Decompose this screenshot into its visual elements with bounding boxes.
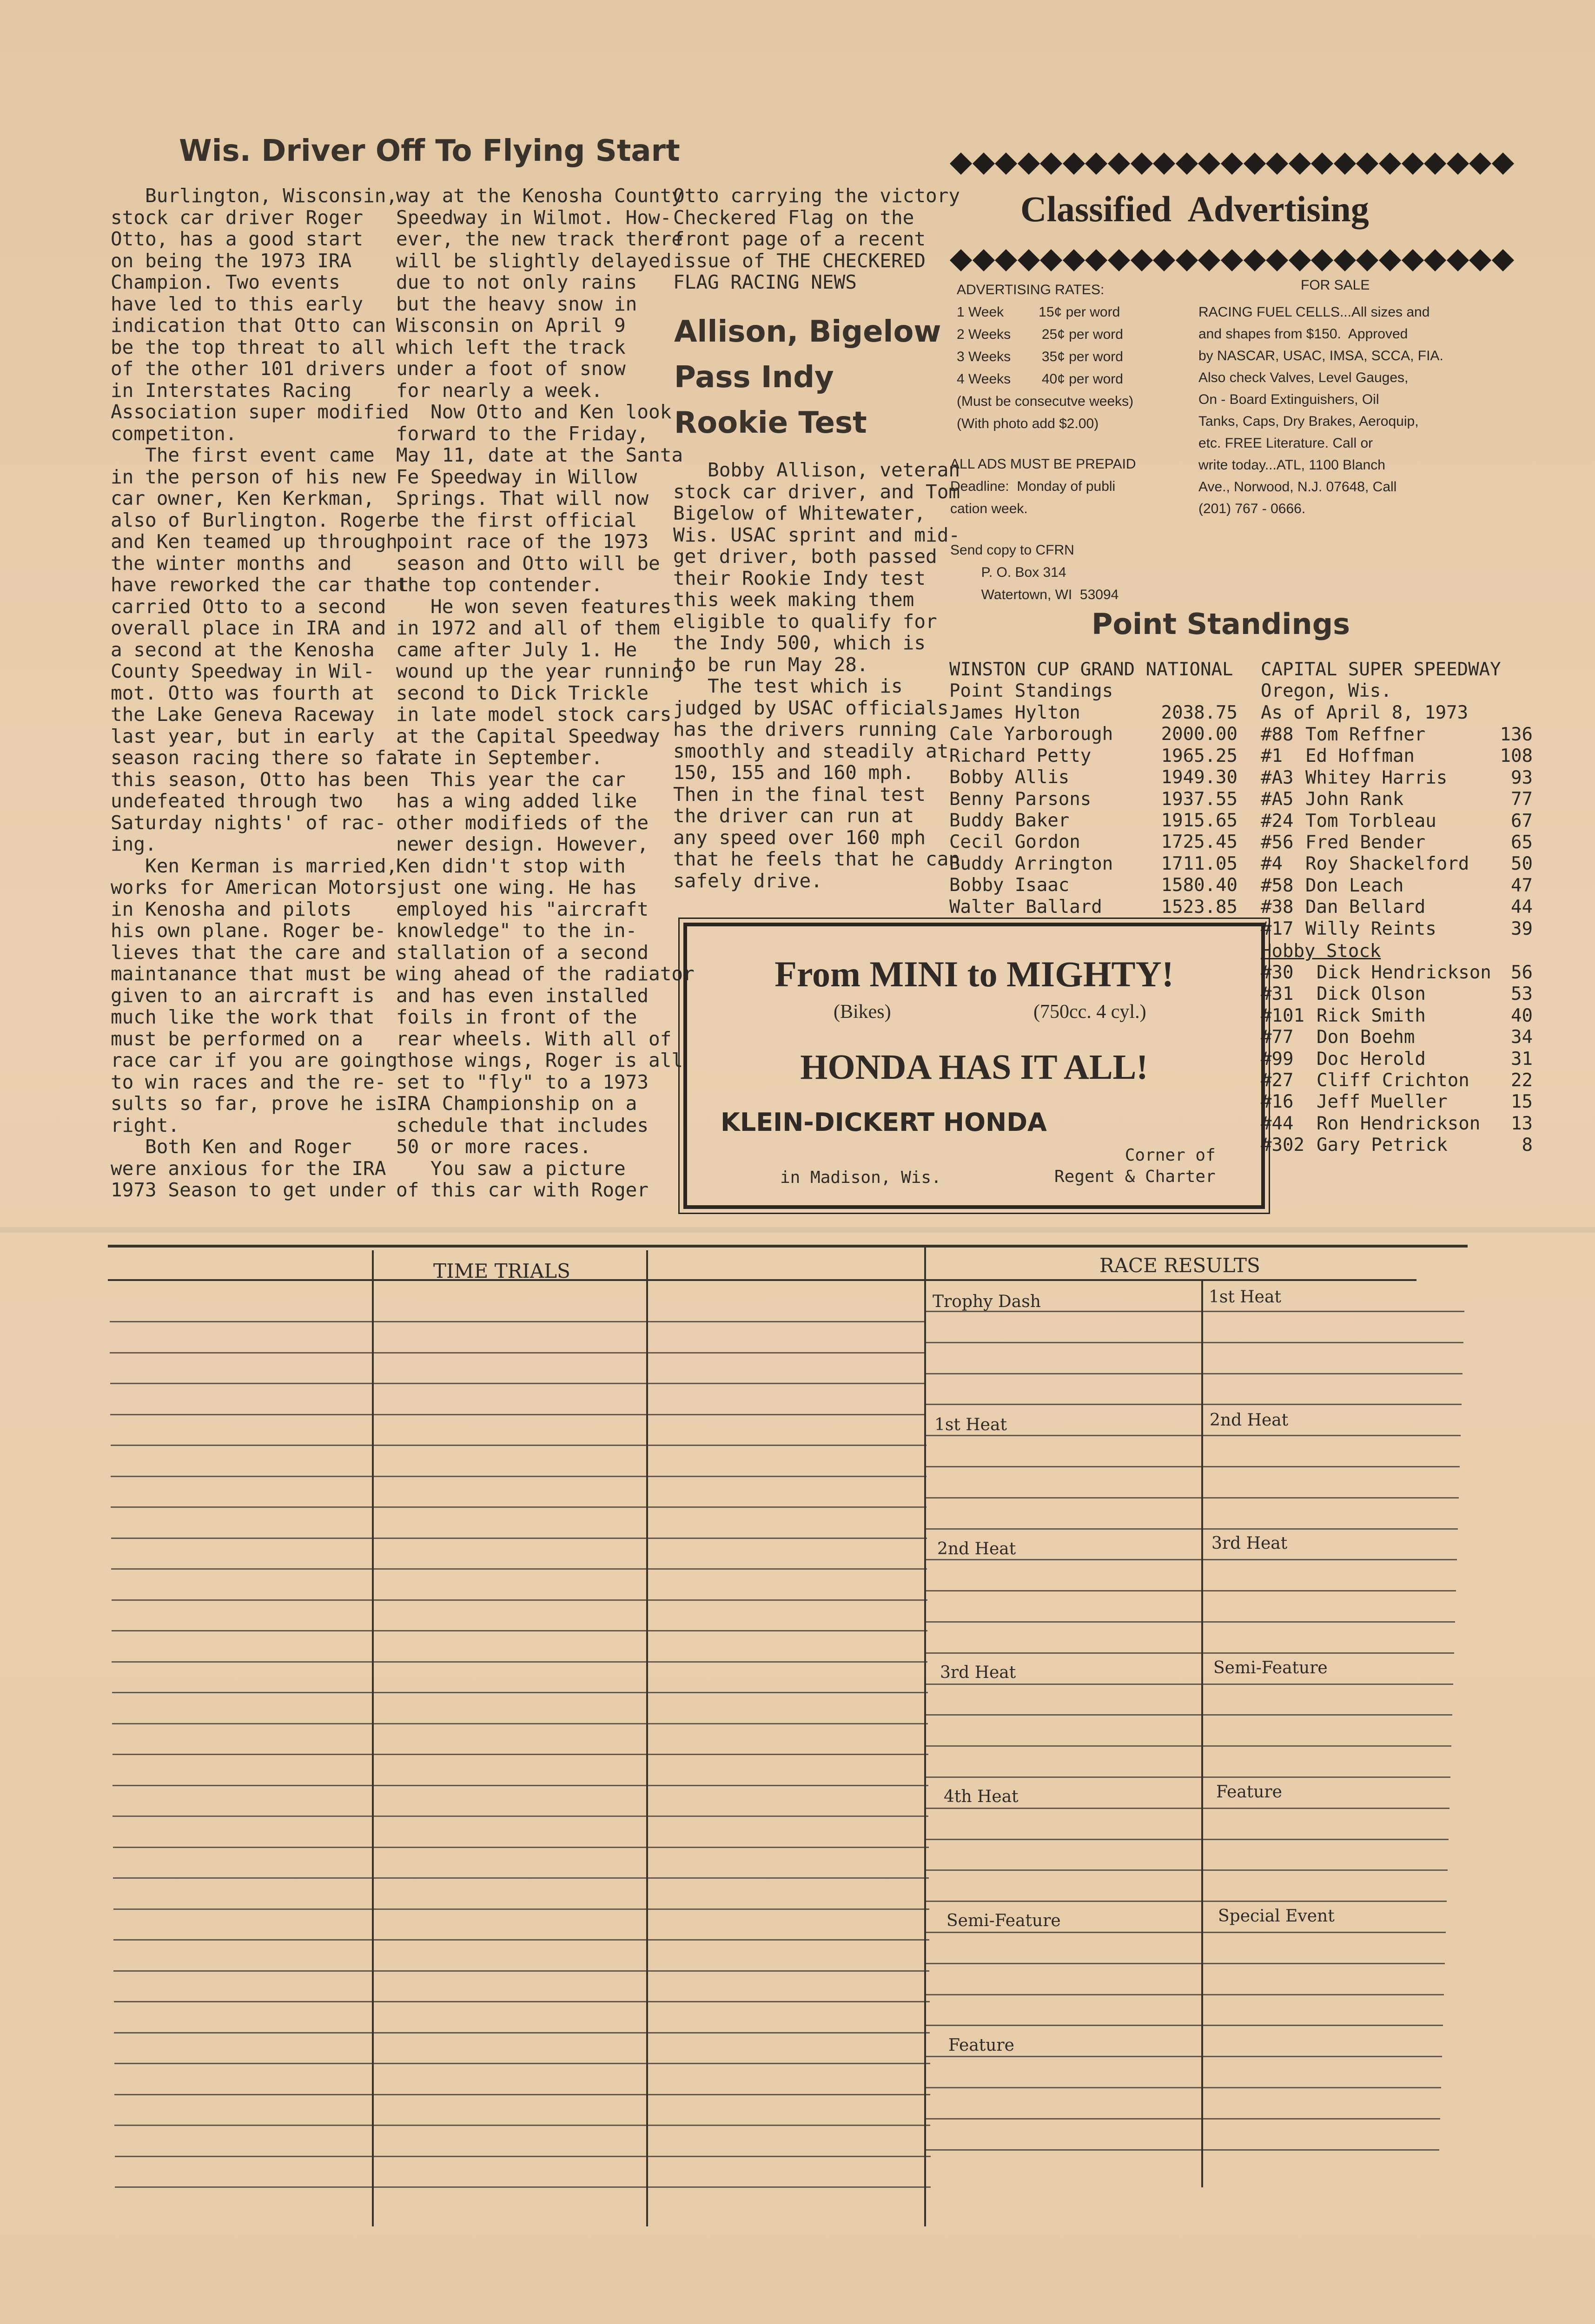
driver-name: Whitey Harris [1305,767,1448,788]
standings-row [1261,897,1533,918]
car-number: #56 [1261,832,1294,853]
driver-points: 39 [1511,918,1533,939]
ad-headline: From MINI to MIGHTY! [774,954,1174,994]
driver-points: 1965.25 [1161,745,1238,766]
driver-name: Ed Hoffman [1305,746,1415,767]
car-number: #77 [1261,1027,1294,1048]
driver-name: John Rank [1305,789,1404,810]
page-fold [0,1227,1595,1233]
race-results-header: RACE RESULTS [1099,1254,1260,1277]
car-number: #58 [1261,875,1294,896]
hobby-stock-heading: Hobby Stock [1261,941,1381,962]
point-standings-title: Point Standings [1092,607,1350,641]
driver-points: 2000.00 [1161,724,1238,745]
results-row-line [925,1466,1460,1467]
driver-points: 108 [1500,746,1533,767]
driver-name: Ron Hendrickson [1317,1113,1481,1134]
standings-row [1261,918,1533,940]
article-column-2: way at the Kenosha County Speedway in Wilmot. How- ever, the new track there will be slightly delayed due to not only rains but the heavy snow in Wisconsin on April 9 which left the track under a foot of snow for nearly a week. Now Otto and Ken look forward to the Friday, May 11, date at the Santa Fe Speedway in Willow Springs. That will now be the first official point race of the 1973 season and Otto will be the top contender. He won seven features in 1972 and all of them came after July 1. He wound up the year running second to Dick Trickle in late model stock cars at the Capital Speedway late in September. This year the car has a wing added like other modifieds of the newer design. However, Ken didn't stop with just one wing. He has employed his "aircraft knowledge" to the in- stallation of a second wing ahead of the radiator and has even installed foils in front of the rear wheels. With all of those wings, Roger is all set to "fly" to a 1973 IRA Championship on a schedule that includes 50 or more races. You saw a picture of this car with Roger [396,185,695,1201]
diamond-border-top [953,153,1511,174]
driver-points: 8 [1522,1135,1533,1156]
driver-name: Roy Shackelford [1305,853,1469,875]
form-vline-1 [372,1250,374,2226]
winston-cup-heading: WINSTON CUP GRAND NATIONAL Point Standings [949,659,1233,702]
race-label-semi-feature-right: Semi-Feature [1213,1658,1328,1677]
race-label-3rd-heat-right: 3rd Heat [1211,1534,1288,1553]
form-row-line [113,1877,929,1879]
form-row-line [113,1908,929,1910]
driver-points: 56 [1511,962,1533,983]
driver-points: 13 [1511,1113,1533,1134]
driver-name: Dick Hendrickson [1317,962,1491,983]
form-row-line [111,1568,927,1570]
standings-row [949,875,1238,896]
form-header-rule [108,1279,1416,1281]
results-row-line [925,1342,1463,1343]
ad-dealer-name: KLEIN-DICKERT HONDA [721,1108,1047,1137]
driver-points: 1937.55 [1161,788,1238,810]
driver-name: Walter Ballard [949,896,1102,918]
standings-row [1261,1049,1533,1070]
results-row-line [925,1497,1459,1499]
prepaid-notice: ALL ADS MUST BE PREPAID Deadline: Monday of publi cation week. [950,456,1136,516]
honda-advertisement [683,923,1265,1209]
form-row-line [110,1383,926,1384]
driver-points: 1711.05 [1161,853,1238,874]
form-vline-4 [1201,1281,1203,2187]
driver-name: Buddy Arrington [949,853,1113,874]
driver-points: 34 [1511,1027,1533,1048]
driver-points: 47 [1511,875,1533,896]
driver-points: 53 [1511,984,1533,1005]
hobby-stock-standings [1261,962,1533,1156]
standings-row [1261,832,1533,853]
driver-name: Buddy Baker [949,810,1070,831]
driver-name: Don Leach [1305,875,1404,896]
driver-points: 93 [1511,767,1533,788]
allison-body: Bobby Allison, veteran stock car driver, and Tom Bigelow of Whitewater, Wis. USAC sprint and mid- get driver, both passed their Rookie Indy test this week making them eligible to qualify for the Indy 500, which is to be run May 28. The test which is judged by USAC officials has the drivers running smoothly and steadily at 150, 155 and 160 mph. Then in the final test the driver can run at any speed over 160 mph that he feels that he can safely drive. [673,459,960,892]
standings-row [949,832,1238,853]
driver-points: 77 [1511,789,1533,810]
results-row-line [925,1652,1454,1654]
driver-points: 31 [1511,1048,1533,1070]
form-row-line [113,1785,928,1786]
results-row-line [925,1994,1444,1995]
car-number: #4 [1261,853,1283,875]
form-row-line [111,1538,927,1539]
standings-row [949,767,1238,788]
driver-points: 50 [1511,853,1533,875]
capital-speedway-standings [1261,724,1533,940]
winston-cup-standings [949,702,1238,918]
driver-name: Dick Olson [1317,984,1426,1005]
standings-row [1261,962,1533,984]
standings-row [949,810,1238,832]
driver-name: Cliff Crichton [1317,1070,1469,1091]
car-number: #24 [1261,810,1294,832]
results-row-line [925,1559,1457,1560]
form-row-line [112,1599,927,1601]
driver-name: Cale Yarborough [949,724,1113,745]
standings-row [949,724,1238,745]
time-trials-header: TIME TRIALS [433,1260,570,1282]
driver-points: 1523.85 [1161,896,1238,918]
form-row-line [110,1352,926,1353]
ad-dealer-city: in Madison, Wis. [780,1168,941,1187]
form-row-line [112,1630,927,1631]
allison-headline [674,309,941,446]
standings-row [1261,1113,1533,1135]
form-vline-2 [646,1250,648,2226]
article-headline: Wis. Driver Off To Flying Start [179,134,680,168]
form-row-line [112,1661,927,1663]
car-number: #88 [1261,724,1294,745]
car-number: #1 [1261,746,1283,767]
driver-points: 1725.45 [1161,832,1238,853]
car-number: #38 [1261,897,1294,918]
ad-bikes: (Bikes) [834,1001,891,1023]
race-label-trophy-dash: Trophy Dash [933,1292,1041,1311]
form-row-line [115,2156,931,2157]
article-column-1: Burlington, Wisconsin, stock car driver Roger Otto, has a good start on being the 1973 IRA Champion. Two events have led to this early indication that Otto can be the top threat to all of the other 101 drivers in Interstates Racing Association super modified competiton. The first event came in the person of his new car owner, Ken Kerkman, also of Burlington. Roger and Ken teamed up through the winter months and have reworked the car that carried Otto to a second overall place in IRA and a second at the Kenosha County Speedway in Wil- mot. Otto was fourth at the Lake Geneva Raceway last year, but in early season racing there so far this season, Otto has been undefeated through two Saturday nights' of rac- ing. Ken Kerman is married, works for American Motors in Kenosha and pilots his own plane. Roger be- lieves that the care and maintanance that must be given to an aircraft is much like the work that must be performed on a race car if you are going to win races and the re- sults so far, prove he is right. Both Ken and Roger were anxious for the IRA 1973 Season to get under [111,185,409,1201]
results-row-line [925,1745,1451,1747]
standings-row [1261,1135,1533,1156]
driver-name: Gary Petrick [1317,1135,1448,1156]
for-sale-ad: RACING FUEL CELLS...All sizes and and shapes from $150. Approved by NASCAR, USAC, IMSA, SCCA, FIA. Also check Valves, Level Gauges, On - Board Extinguishers, Oil Tanks, Caps, Dry Brakes, Aeroquip, etc. FREE Literature. Call or write today...ATL, 1100 Blanch Ave., Norwood, N.J. 07648, Call (201) 767 - 0666. [1198,304,1443,516]
driver-name: Fred Bender [1305,832,1426,853]
driver-points: 40 [1511,1005,1533,1026]
results-row-line [925,1932,1446,1933]
form-row-line [111,1506,927,1508]
standings-row [949,897,1238,918]
form-row-line [112,1692,928,1693]
driver-name: Doc Herold [1317,1048,1426,1070]
form-row-line [115,2186,931,2188]
driver-name: Bobby Allis [949,767,1070,788]
results-row-line [925,1590,1456,1591]
standings-row [1261,789,1533,810]
race-label-2nd-heat-right: 2nd Heat [1210,1411,1289,1430]
results-row-line [925,1528,1458,1530]
driver-points: 136 [1500,724,1533,745]
car-number: #A3 [1261,767,1294,788]
driver-points: 44 [1511,897,1533,918]
driver-name: Cecil Gordon [949,832,1080,853]
advertising-rates: ADVERTISING RATES: 1 Week 15¢ per word 2 Weeks 25¢ per word 3 Weeks 35¢ per word 4 Weeks 40¢ per word (Must be consecutve weeks) (With photo add $2.00) [957,282,1134,431]
form-row-line [114,2094,930,2095]
driver-name: Dan Bellard [1305,897,1426,918]
form-row-line [113,1939,929,1941]
results-row-line [925,1373,1463,1374]
form-row-line [110,1414,926,1415]
results-row-line [925,2118,1440,2119]
race-label-2nd-heat-left: 2nd Heat [937,1539,1016,1558]
results-row-line [925,1963,1445,1964]
form-row-line [113,1754,928,1755]
capital-speedway-heading: CAPITAL SUPER SPEEDWAY Oregon, Wis. As of April 8, 1973 [1261,659,1501,723]
car-number: #16 [1261,1091,1294,1113]
form-row-line [110,1321,926,1322]
car-number: #17 [1261,918,1294,939]
form-vline-3 [924,1246,926,2226]
driver-points: 65 [1511,832,1533,853]
ad-honda-tagline: HONDA HAS IT ALL! [800,1048,1148,1087]
driver-points: 1915.65 [1161,810,1238,831]
results-row-line [925,2149,1439,2151]
results-row-line [925,2056,1442,2057]
form-row-line [112,1723,928,1724]
race-label-feature-left: Feature [948,2036,1014,2055]
car-number: #302 [1261,1135,1304,1156]
race-label-semi-feature-left: Semi-Feature [946,1911,1061,1930]
form-row-line [113,1970,929,1972]
form-row-line [114,2125,930,2126]
form-row-line [111,1476,927,1477]
send-copy-address: Send copy to CFRN P. O. Box 314 Watertown, WI 53094 [950,542,1119,602]
form-row-line [114,2063,930,2064]
standings-row [1261,767,1533,789]
standings-row [949,789,1238,810]
race-label-special-event-right: Special Event [1218,1907,1335,1926]
driver-points: 1580.40 [1161,875,1238,896]
race-label-1st-heat-left: 1st Heat [934,1415,1007,1434]
driver-points: 22 [1511,1070,1533,1091]
driver-name: Rick Smith [1317,1005,1426,1026]
race-label-4th-heat-left: 4th Heat [944,1787,1019,1806]
form-row-line [114,2032,930,2034]
car-number: #27 [1261,1070,1294,1091]
driver-points: 15 [1511,1091,1533,1113]
results-row-line [925,1714,1452,1716]
car-number: #30 [1261,962,1294,983]
driver-name: Tom Torbleau [1305,810,1436,832]
for-sale-heading: FOR SALE [1301,277,1370,293]
standings-row [1261,984,1533,1005]
results-row-line [925,1684,1453,1685]
results-row-line [925,1435,1461,1436]
race-label-feature-right: Feature [1216,1783,1282,1802]
driver-name: Richard Petty [949,745,1092,766]
race-label-3rd-heat-left: 3rd Heat [940,1663,1016,1682]
driver-points: 2038.75 [1161,702,1238,723]
driver-points: 67 [1511,810,1533,832]
results-row-line [925,1776,1450,1778]
form-row-line [113,1816,928,1817]
car-number: #44 [1261,1113,1294,1134]
article-column-3: Otto carrying the victory Checkered Flag on the front page of a recent issue of THE CHECKERED FLAG RACING NEWS [673,185,960,293]
standings-row [1261,1070,1533,1091]
standings-row [1261,1027,1533,1048]
driver-name: Jeff Mueller [1317,1091,1448,1113]
driver-name: Bobby Isaac [949,875,1070,896]
standings-row [1261,1091,1533,1113]
ad-engine: (750cc. 4 cyl.) [1033,1001,1146,1023]
results-row-line [925,2025,1443,2026]
allison-headline-line2: Pass Indy [674,360,834,395]
results-row-line [925,2087,1441,2088]
ad-dealer-corner: Corner of Regent & Charter [1054,1146,1216,1186]
standings-row [1261,1005,1533,1027]
allison-headline-line1: Allison, Bigelow [674,315,941,349]
standings-row [1261,746,1533,767]
standings-row [1261,875,1533,897]
results-row-line [925,1808,1449,1809]
standings-row [949,853,1238,875]
car-number: #31 [1261,984,1294,1005]
form-top-rule [108,1245,1468,1248]
results-row-line [925,1621,1455,1623]
car-number: #101 [1261,1005,1304,1026]
form-row-line [113,1847,929,1848]
driver-name: Don Boehm [1317,1027,1415,1048]
standings-row [1261,853,1533,875]
driver-name: Benny Parsons [949,788,1092,810]
diamond-border-bottom [953,250,1511,271]
standings-row [949,702,1238,724]
car-number: #A5 [1261,789,1294,810]
driver-name: James Hylton [949,702,1080,723]
standings-row [1261,811,1533,832]
standings-row [949,746,1238,767]
classified-title: Classified Advertising [1020,189,1369,229]
form-row-line [111,1445,927,1446]
results-row-line [925,1901,1447,1902]
driver-points: 1949.30 [1161,767,1238,788]
standings-row [1261,724,1533,746]
results-row-line [925,1404,1462,1405]
race-label-1st-heat-right: 1st Heat [1209,1287,1281,1307]
allison-headline-line3: Rookie Test [674,406,867,440]
driver-name: Willy Reints [1305,918,1436,939]
form-row-line [114,2001,930,2002]
results-row-line [925,1869,1448,1871]
results-row-line [925,1839,1449,1840]
driver-name: Tom Reffner [1305,724,1426,745]
car-number: #99 [1261,1048,1294,1070]
